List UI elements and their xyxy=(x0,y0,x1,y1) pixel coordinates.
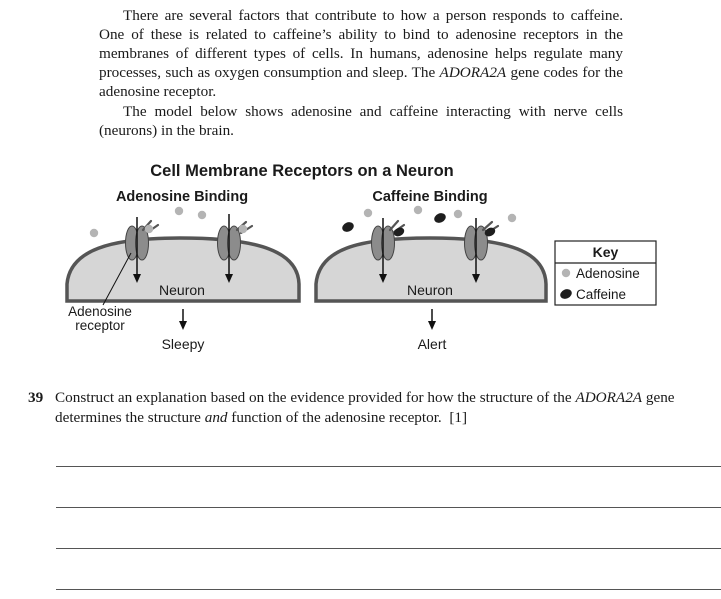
caffeine-binding-panel xyxy=(316,189,546,352)
passage-text: gene codes for the adenosine receptor. xyxy=(99,64,624,100)
key-label-caffeine: Caffeine xyxy=(576,287,627,302)
reading-passage xyxy=(99,6,623,140)
caffeine-molecule xyxy=(341,220,356,233)
passage-paragraph-2: The model below shows adenosine and caffeine interacting with nerve cells (neurons) in the brain. xyxy=(99,103,623,139)
panel-heading: Caffeine Binding xyxy=(372,189,488,205)
question-text-part: gene determines the structure xyxy=(55,389,675,426)
answer-line-1[interactable] xyxy=(56,466,721,467)
outcome-arrowhead xyxy=(428,321,436,330)
adenosine-molecule xyxy=(508,214,516,222)
passage-text: There are several factors that contribute to how a person responds to caffeine. One of these is related to caffeine’s ability to bind to adenosine receptors in the membranes of different types of cells. In humans, adenosine helps regulate many processes, such as oxygen consumption and sleep. The xyxy=(99,7,623,81)
key-title: Key xyxy=(592,244,619,260)
outcome-alert: Alert xyxy=(417,336,447,352)
neuron-receptor-diagram xyxy=(0,150,721,365)
question-39 xyxy=(28,388,708,428)
receptor-label: Adenosine receptor xyxy=(68,304,132,333)
outcome-arrowhead xyxy=(179,321,187,330)
neuron-label: Neuron xyxy=(159,282,205,298)
question-text xyxy=(55,388,708,428)
credit-value: [1] xyxy=(449,409,468,426)
question-number: 39 xyxy=(28,389,44,406)
diagram-title: Cell Membrane Receptors on a Neuron xyxy=(150,162,454,180)
adenosine-molecule xyxy=(454,210,462,218)
passage-paragraph-1 xyxy=(99,6,623,101)
adenosine-molecule xyxy=(414,206,422,214)
adenosine-key-symbol xyxy=(562,269,570,277)
key-label-adenosine: Adenosine xyxy=(576,266,640,281)
adenosine-binding-panel xyxy=(67,189,299,352)
answer-line-4[interactable] xyxy=(56,589,721,590)
adenosine-molecule xyxy=(145,225,153,233)
question-text-part: function of the adenosine receptor. xyxy=(227,409,442,426)
adenosine-molecule xyxy=(175,207,183,215)
panel-heading: Adenosine Binding xyxy=(115,189,249,205)
outcome-sleepy: Sleepy xyxy=(161,336,205,352)
caffeine-molecule xyxy=(433,211,448,224)
adenosine-molecule xyxy=(90,229,98,237)
neuron-label: Neuron xyxy=(407,282,453,298)
gene-name: ADORA2A xyxy=(439,64,507,81)
adenosine-molecule xyxy=(239,225,247,233)
answer-line-2[interactable] xyxy=(56,507,721,508)
adenosine-molecule xyxy=(364,209,372,217)
emphasis-and: and xyxy=(204,409,228,426)
diagram-key xyxy=(555,241,656,305)
question-text-part: Construct an explanation based on the evidence provided for how the structure of the xyxy=(55,389,576,406)
answer-line-3[interactable] xyxy=(56,548,721,549)
adenosine-molecule xyxy=(198,211,206,219)
gene-name: ADORA2A xyxy=(575,389,643,406)
